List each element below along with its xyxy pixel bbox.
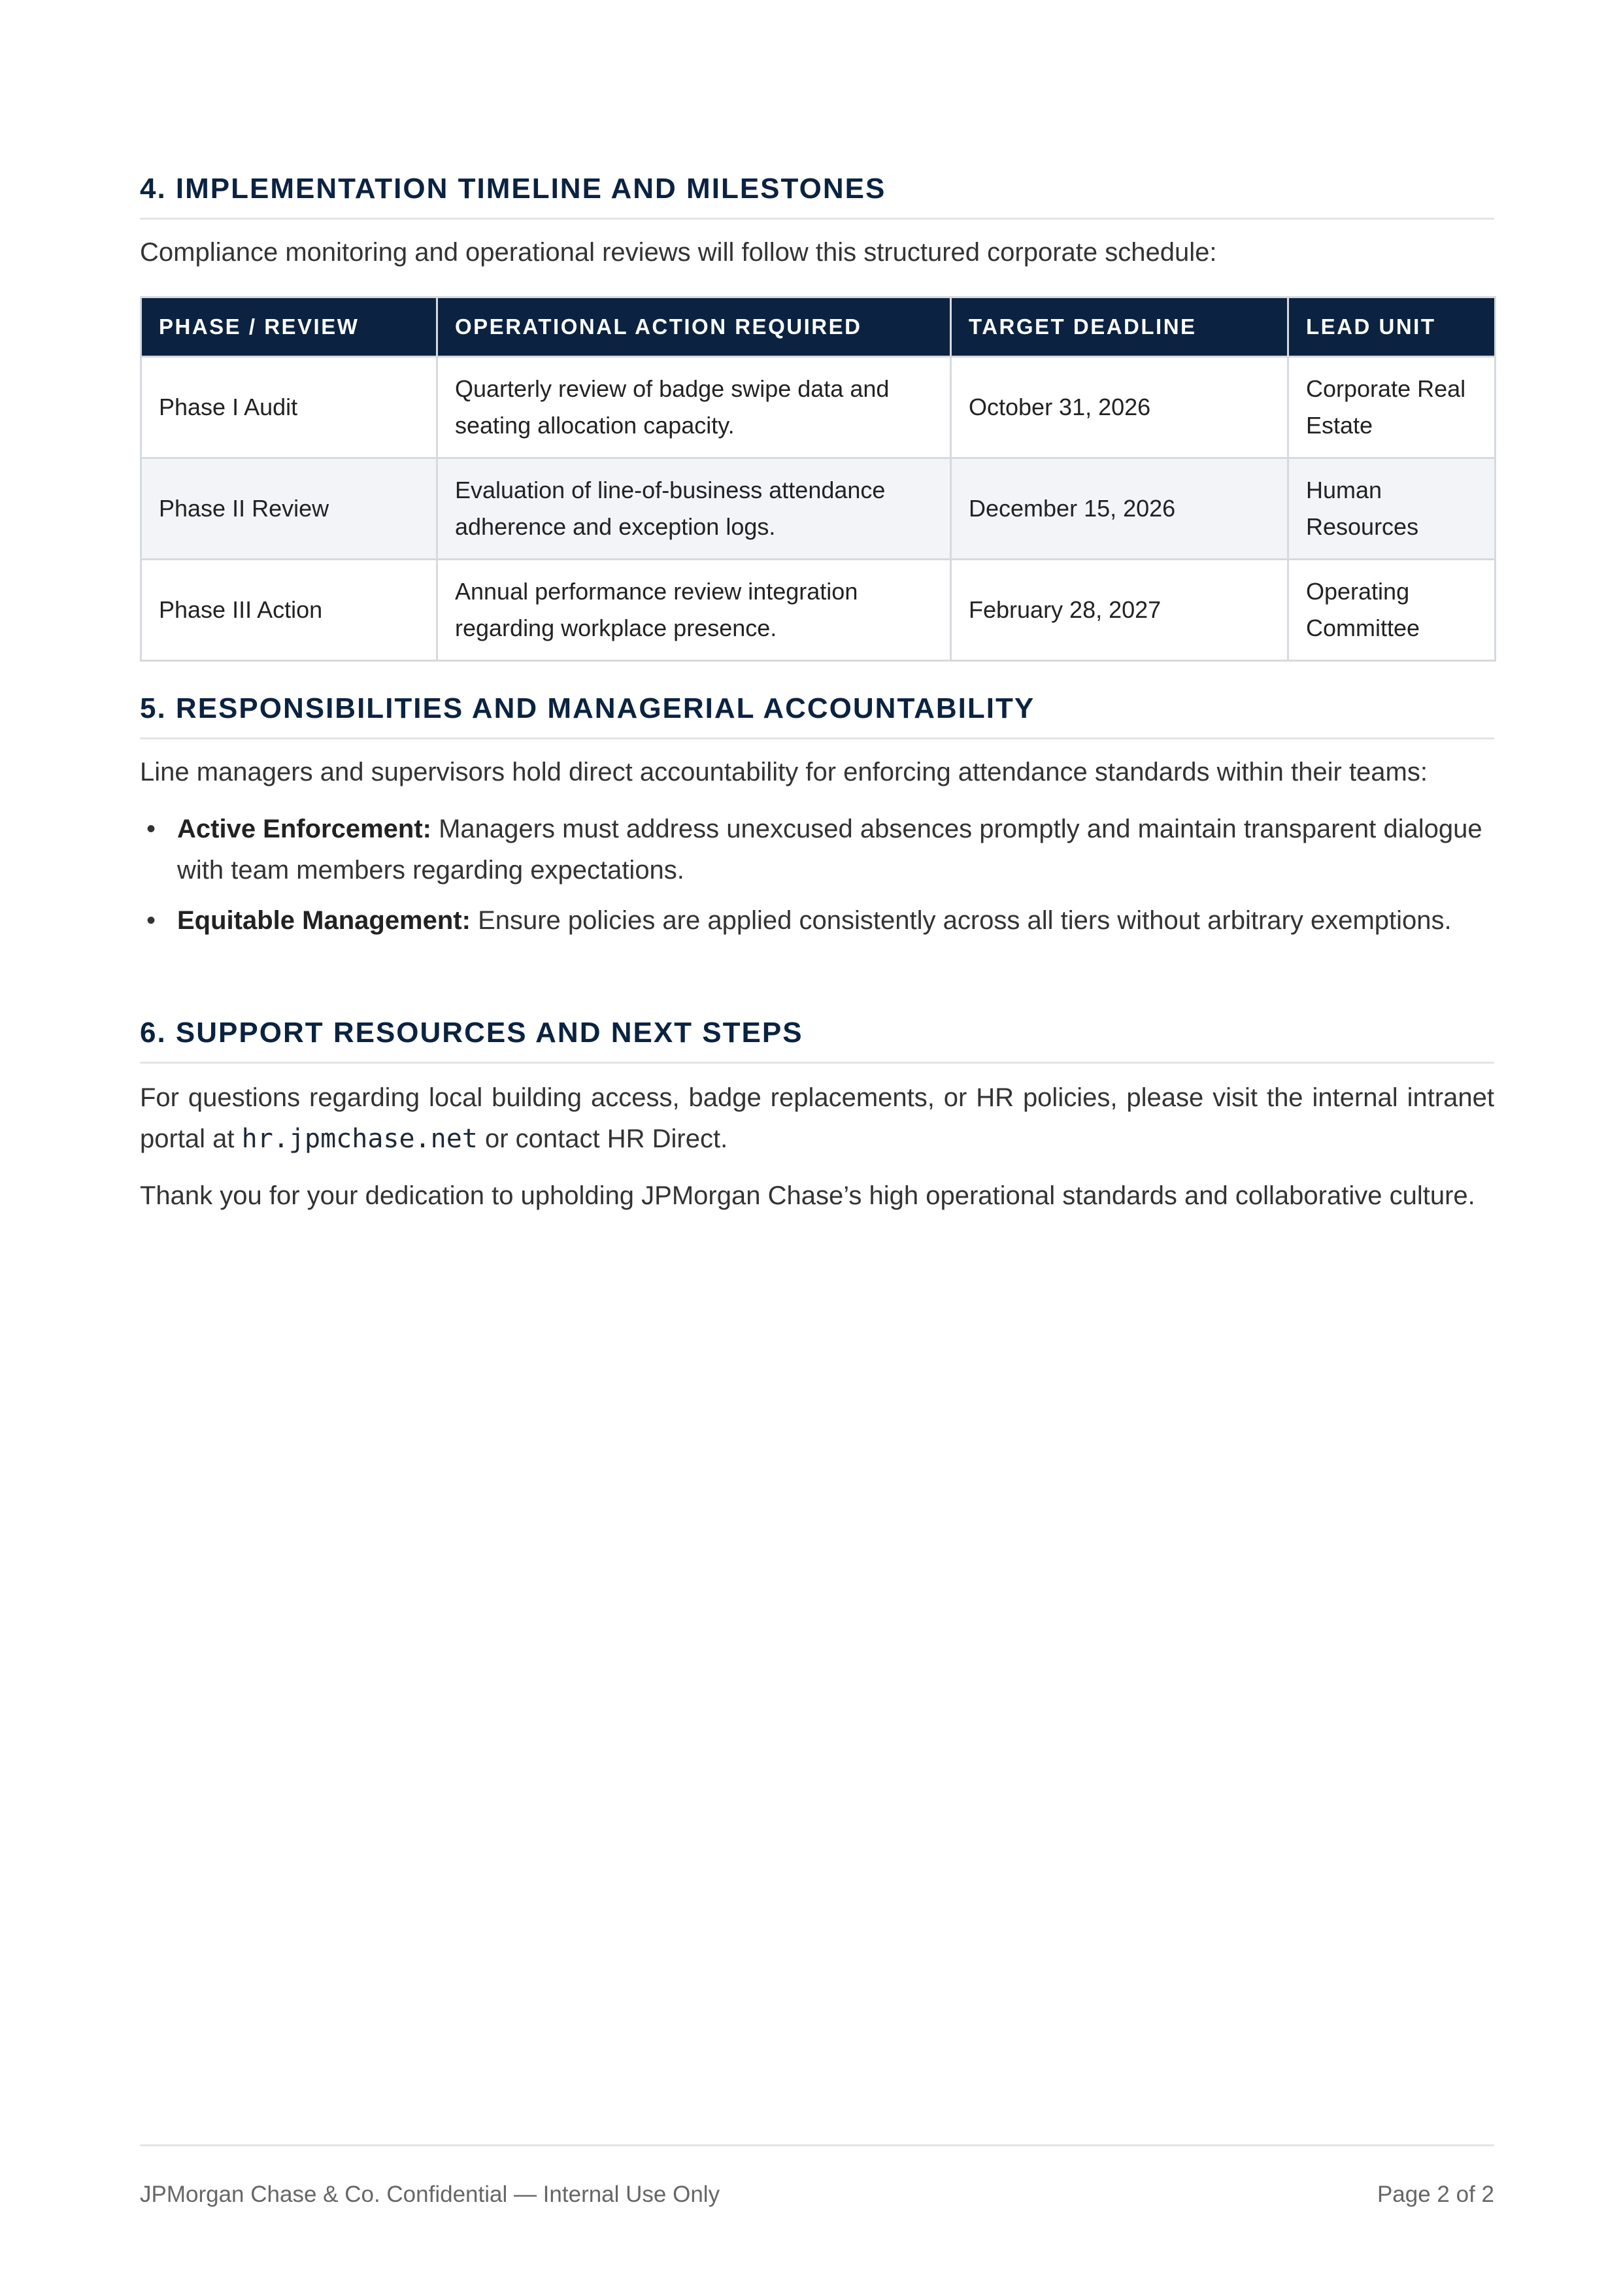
- bullet-icon: •: [146, 815, 156, 843]
- support-text-before: For questions regarding local building access, badge replacements, or HR policies, please visit the internal intranet portal at: [140, 1083, 1494, 1153]
- section-5-heading: 5. RESPONSIBILITIES AND MANAGERIAL ACCOUNTABILITY: [140, 692, 1494, 739]
- responsibility-list: [140, 809, 1494, 951]
- section-4-heading: 4. IMPLEMENTATION TIMELINE AND MILESTONES: [140, 173, 1494, 220]
- list-item-term: Active Enforcement:: [177, 815, 431, 843]
- footer-confidential-notice: JPMorgan Chase & Co. Confidential — Internal Use Only: [140, 2182, 720, 2207]
- column-header-deadline: TARGET DEADLINE: [951, 297, 1288, 357]
- schedule-table: [140, 296, 1496, 662]
- list-item: [140, 900, 1494, 941]
- column-header-lead-unit: LEAD UNIT: [1288, 297, 1496, 357]
- closing-paragraph: Thank you for your dedication to upholding JPMorgan Chase’s high operational standards and collaborative culture.: [140, 1181, 1475, 1210]
- table-cell-phase: Phase II Review: [141, 458, 437, 560]
- table-cell-phase: Phase I Audit: [141, 357, 437, 458]
- table-cell-action: Evaluation of line-of-business attendance adherence and exception logs.: [437, 458, 951, 560]
- section-5-intro: Line managers and supervisors hold direct accountability for enforcing attendance standards within their teams:: [140, 758, 1428, 786]
- footer-divider: [140, 2144, 1494, 2146]
- support-paragraph: [140, 1077, 1494, 1160]
- list-item: [140, 809, 1494, 891]
- table-row: [141, 560, 1496, 661]
- list-item-text: Ensure policies are applied consistently across all tiers without arbitrary exemptions.: [470, 906, 1452, 935]
- intranet-portal-link[interactable]: hr.jpmchase.net: [241, 1124, 478, 1154]
- list-item-text: Managers must address unexcused absences promptly and maintain transparent dialogue with team members regarding expectations.: [177, 815, 1482, 885]
- table-cell-action: Quarterly review of badge swipe data and seating allocation capacity.: [437, 357, 951, 458]
- footer-page-number: Page 2 of 2: [1377, 2182, 1494, 2207]
- table-cell-deadline: December 15, 2026: [951, 458, 1288, 560]
- table-cell-action: Annual performance review integration regarding workplace presence.: [437, 560, 951, 661]
- column-header-action: OPERATIONAL ACTION REQUIRED: [437, 297, 951, 357]
- table-cell-lead-unit: Operating Committee: [1288, 560, 1496, 661]
- table-cell-lead-unit: Human Resources: [1288, 458, 1496, 560]
- section-6-heading: 6. SUPPORT RESOURCES AND NEXT STEPS: [140, 1017, 1494, 1064]
- section-4-intro: Compliance monitoring and operational reviews will follow this structured corporate schedule:: [140, 238, 1217, 267]
- bullet-icon: •: [146, 906, 156, 935]
- table-cell-phase: Phase III Action: [141, 560, 437, 661]
- support-text-after: or contact HR Direct.: [477, 1124, 728, 1153]
- table-row: [141, 458, 1496, 560]
- column-header-phase: PHASE / REVIEW: [141, 297, 437, 357]
- table-header-row: [141, 297, 1496, 357]
- table-row: [141, 357, 1496, 458]
- table-cell-lead-unit: Corporate Real Estate: [1288, 357, 1496, 458]
- list-item-term: Equitable Management:: [177, 906, 471, 935]
- table-cell-deadline: October 31, 2026: [951, 357, 1288, 458]
- table-cell-deadline: February 28, 2027: [951, 560, 1288, 661]
